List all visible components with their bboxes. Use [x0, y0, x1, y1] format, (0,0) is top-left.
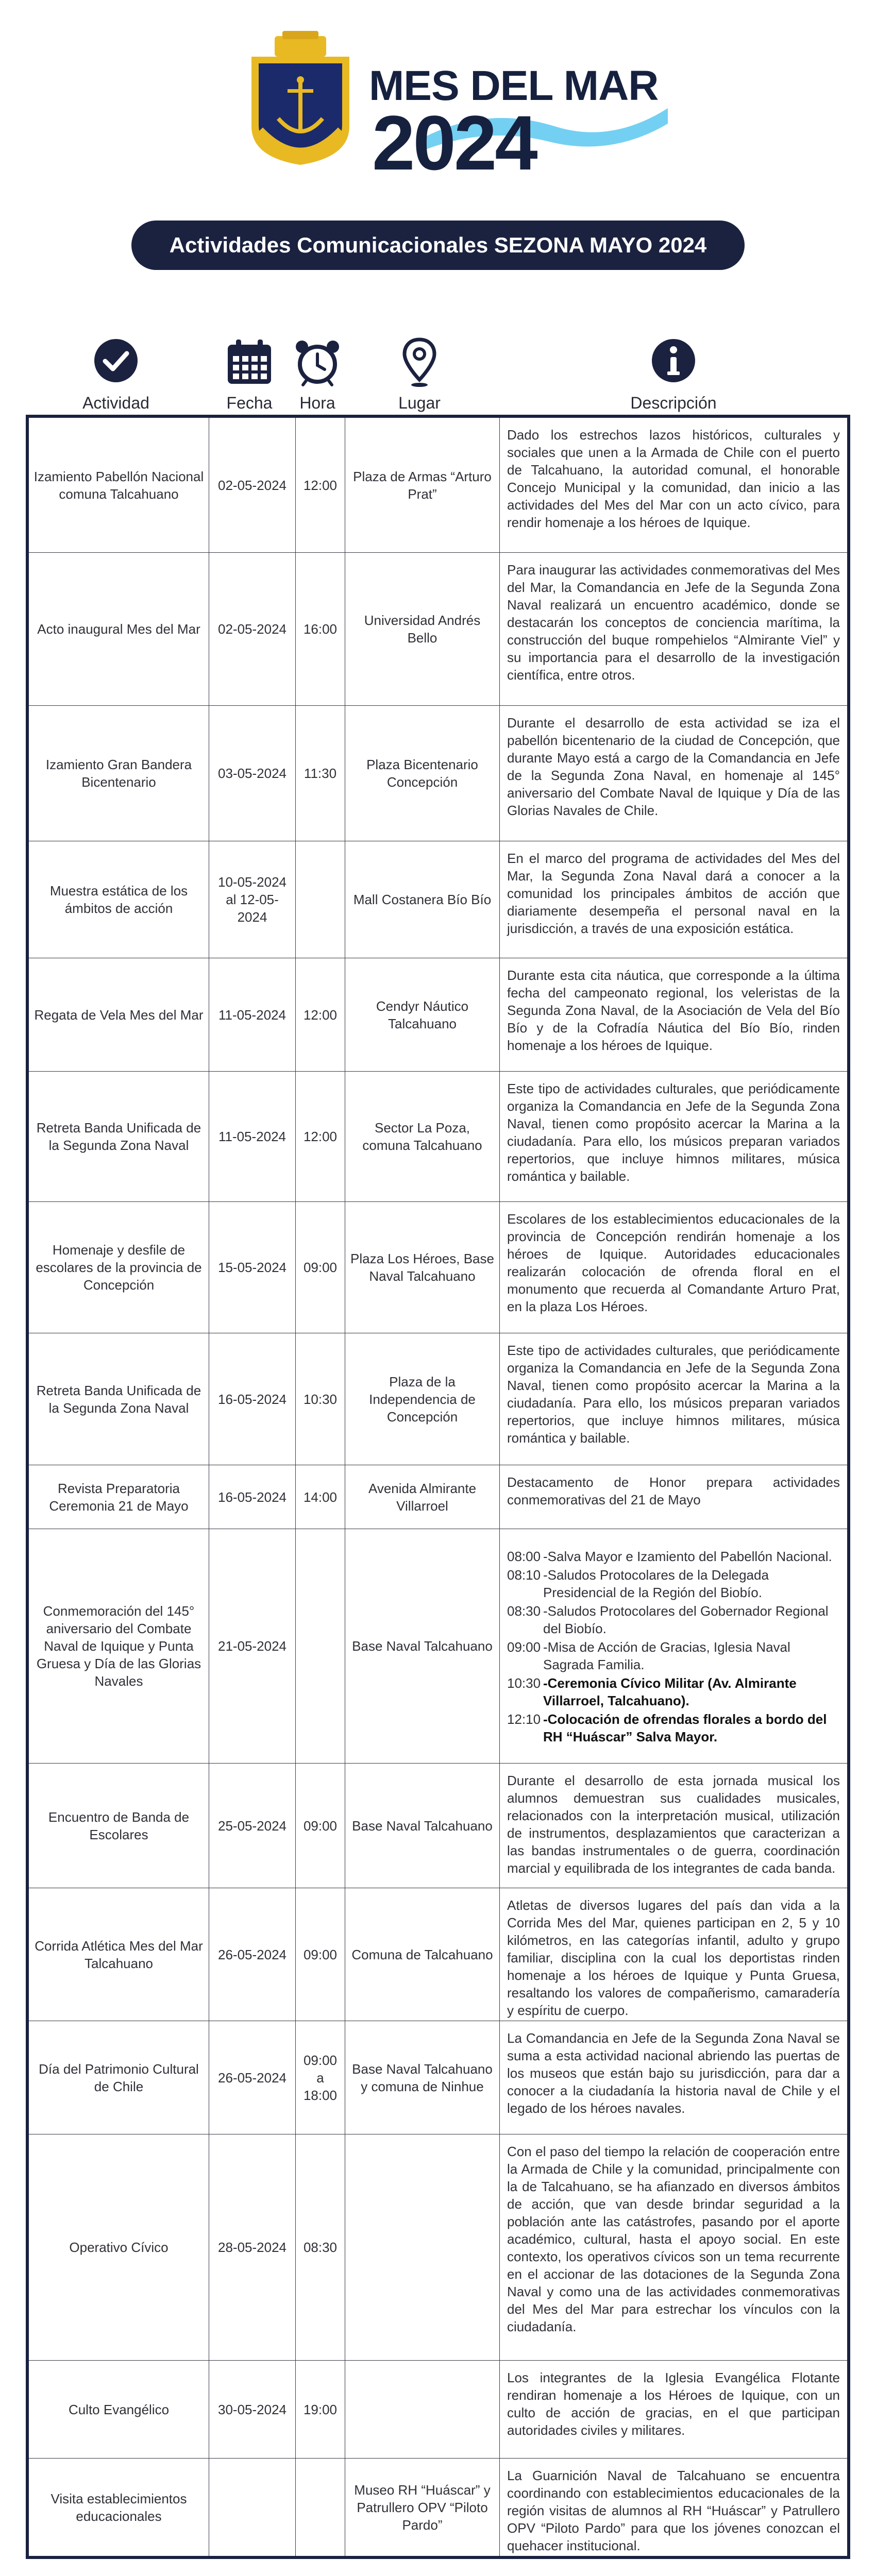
column-label: Descripción — [630, 394, 717, 412]
location-pin-icon — [401, 337, 437, 389]
column-descripcion — [497, 330, 850, 415]
schedule-text: -Salva Mayor e Izamiento del Pabellón Nacional. — [543, 1549, 832, 1564]
cell-lugar: Base Naval Talcahuano — [345, 1764, 500, 1888]
table-row — [29, 553, 847, 706]
cell-lugar: Mall Costanera Bío Bío — [345, 841, 500, 958]
cell-actividad: Izamiento Pabellón Nacional comuna Talcahuano — [29, 418, 209, 552]
cell-hora: 11:30 — [296, 706, 345, 841]
cell-fecha: 02-05-2024 — [209, 418, 296, 552]
table-row — [29, 1529, 847, 1764]
cell-lugar — [345, 2361, 500, 2458]
cell-hora: 16:00 — [296, 553, 345, 705]
column-lugar — [342, 330, 497, 415]
cell-actividad: Visita establecimientos educacionales — [29, 2459, 209, 2556]
info-icon — [650, 337, 697, 384]
cell-descripcion: La Comandancia en Jefe de la Segunda Zona Naval se suma a esta actividad nacional abriendo las puertas de los museos que están bajo su jurisdicción, para dar a conocer a la ciudadanía la historia naval de Chile y el legado de los héroes navales. — [507, 2030, 840, 2116]
table-row — [29, 2134, 847, 2361]
schedule-time: 12:10 — [507, 1711, 541, 1727]
column-label: Lugar — [398, 394, 441, 412]
cell-actividad: Operativo Cívico — [29, 2134, 209, 2360]
cell-descripcion: Con el paso del tiempo la relación de cooperación entre la Armada de Chile y la comunidad, principalmente con la de Talcahuano, se ha afianzado en diversos ámbitos de acción, que van desde brindar seguridad a la población ante las catástrofes, pasando por el aporte académico, cultural, hasta el apoyo social. En este contexto, los operativos cívicos son un tema recurrente en el accionar de las dotaciones de la Segunda Zona Naval y como una de las actividades conmemorativas del Mes del Mar para estrechar los vínculos con la ciudadanía. — [507, 2144, 840, 2334]
table-row — [29, 2361, 847, 2459]
table-row — [29, 1202, 847, 1333]
cell-fecha: 16-05-2024 — [209, 1465, 296, 1529]
cell-hora: 09:00 — [296, 1764, 345, 1888]
table-row — [29, 1764, 847, 1888]
cell-fecha: 28-05-2024 — [209, 2134, 296, 2360]
calendar-icon — [225, 337, 274, 387]
cell-actividad: Encuentro de Banda de Escolares — [29, 1764, 209, 1888]
table-row — [29, 958, 847, 1072]
cell-fecha: 16-05-2024 — [209, 1333, 296, 1465]
table-row — [29, 418, 847, 553]
cell-lugar: Plaza de Armas “Arturo Prat” — [345, 418, 500, 552]
cell-descripcion — [500, 1529, 847, 1763]
armada-de-chile-badge-logo — [246, 28, 355, 166]
cell-fecha: 11-05-2024 — [209, 1072, 296, 1201]
cell-descripcion: Este tipo de actividades culturales, que periódicamente organiza la Comandancia en Jefe de la Segunda Zona Naval, tienen como propósito acercar la Marina a la ciudadanía. Para ello, los músicos preparan variados repertorios, que incluye himnos militares, música romántica y bailable. — [507, 1343, 840, 1446]
cell-fecha: 03-05-2024 — [209, 706, 296, 841]
schedule-item — [507, 1710, 840, 1745]
cell-fecha: 02-05-2024 — [209, 553, 296, 705]
cell-hora: 09:00 — [296, 1888, 345, 2021]
check-circle-icon — [93, 337, 139, 384]
column-label: Actividad — [82, 394, 149, 412]
cell-hora: 12:00 — [296, 1072, 345, 1201]
mes-del-mar-title — [369, 62, 659, 186]
schedule-text: -Misa de Acción de Gracias, Iglesia Naval Sagrada Familia. — [543, 1639, 790, 1672]
cell-descripcion: Los integrantes de la Iglesia Evangélica Flotante rendiran homenaje a los Héroes de Iquique, con un culto de acción de gracias, en el que participan autoridades civiles y militares. — [507, 2370, 840, 2438]
cell-actividad: Muestra estática de los ámbitos de acción — [29, 841, 209, 958]
cell-lugar: Comuna de Talcahuano — [345, 1888, 500, 2021]
cell-lugar: Base Naval Talcahuano y comuna de Ninhue — [345, 2021, 500, 2134]
cell-fecha: 10-05-2024 al 12-05-2024 — [209, 841, 296, 958]
schedule-time: 09:00 — [507, 1639, 541, 1655]
cell-lugar: Museo RH “Huáscar” y Patrullero OPV “Piloto Pardo” — [345, 2459, 500, 2556]
cell-descripcion: La Guarnición Naval de Talcahuano se encuentra coordinando con establecimientos educacionales de la región visitas de alumnos al RH “Huáscar” y Patrullero OPV “Piloto Pardo” para que los jóvenes conozcan el quehacer institucional. — [507, 2468, 840, 2553]
cell-descripcion: Para inaugurar las actividades conmemorativas del Mes del Mar, la Comandancia en Jefe de la Segunda Zona Naval realizará un encuentro académico, donde se destacarán los conceptos de conciencia marítima, la construcción del buque rompehielos “Almirante Viel” y su importancia para el desarrollo de la investigación científica, entre otros. — [507, 562, 840, 683]
title-year: 2024 — [372, 99, 536, 186]
column-headers — [26, 330, 850, 415]
column-label: Fecha — [226, 394, 273, 412]
column-hora — [293, 330, 342, 415]
table-row — [29, 841, 847, 958]
cell-fecha — [209, 2459, 296, 2556]
cell-lugar: Plaza de la Independencia de Concepción — [345, 1333, 500, 1465]
schedule-time: 10:30 — [507, 1675, 541, 1691]
schedule-item — [507, 1566, 840, 1601]
table-row — [29, 1333, 847, 1465]
cell-descripcion: Dado los estrechos lazos históricos, culturales y sociales que unen a la Armada de Chile con el puerto de Talcahuano, la autoridad comunal, el honorable Concejo Municipal y la comunidad, dan inicio a las actividades del Mes del Mar con un acto cívico, para rendir homenaje a los héroes de Iquique. — [507, 427, 840, 530]
column-fecha — [206, 330, 293, 415]
schedule-item — [507, 1674, 840, 1709]
cell-hora — [296, 2459, 345, 2556]
table-row — [29, 1888, 847, 2021]
table-row — [29, 2459, 847, 2556]
title-line1: MES DEL MAR — [369, 62, 659, 109]
cell-lugar: Universidad Andrés Bello — [345, 553, 500, 705]
cell-actividad: Homenaje y desfile de escolares de la provincia de Concepción — [29, 1202, 209, 1333]
cell-actividad: Regata de Vela Mes del Mar — [29, 958, 209, 1071]
cell-hora: 09:00 a 18:00 — [296, 2021, 345, 2134]
schedule-list — [507, 1548, 840, 1747]
cell-fecha: 30-05-2024 — [209, 2361, 296, 2458]
cell-actividad: Conmemoración del 145° aniversario del Combate Naval de Iquique y Punta Gruesa y Día de las Glorias Navales — [29, 1529, 209, 1763]
subtitle-banner: Actividades Comunicacionales SEZONA MAYO 2024 — [131, 221, 745, 270]
cell-lugar: Cendyr Náutico Talcahuano — [345, 958, 500, 1071]
cell-lugar: Plaza Bicentenario Concepción — [345, 706, 500, 841]
cell-fecha: 25-05-2024 — [209, 1764, 296, 1888]
cell-descripcion: Este tipo de actividades culturales, que periódicamente organiza la Comandancia en Jefe de la Segunda Zona Naval, tienen como propósito acercar la Marina a la ciudadanía. Para ello, los músicos preparan variados repertorios, que incluye himnos militares, música romántica y bailable. — [507, 1081, 840, 1184]
alarm-clock-icon — [293, 337, 342, 387]
cell-actividad: Culto Evangélico — [29, 2361, 209, 2458]
cell-actividad: Corrida Atlética Mes del Mar Talcahuano — [29, 1888, 209, 2021]
cell-hora: 09:00 — [296, 1202, 345, 1333]
cell-hora — [296, 841, 345, 958]
cell-actividad: Retreta Banda Unificada de la Segunda Zona Naval — [29, 1072, 209, 1201]
schedule-item — [507, 1548, 840, 1565]
cell-hora: 19:00 — [296, 2361, 345, 2458]
cell-fecha: 21-05-2024 — [209, 1529, 296, 1763]
table-row — [29, 2021, 847, 2134]
cell-fecha: 26-05-2024 — [209, 2021, 296, 2134]
cell-fecha: 26-05-2024 — [209, 1888, 296, 2021]
schedule-text: -Saludos Protocolares del Gobernador Regional del Biobío. — [543, 1603, 829, 1636]
cell-descripcion: Escolares de los establecimientos educacionales de la provincia de Concepción rendirán homenaje a los héroes de Iquique. Autoridades educacionales realizarán colocación de ofrenda floral en el monumento que recuerda al Comandante Arturo Prat, en la plaza Los Héroes. — [507, 1211, 840, 1314]
cell-descripcion: Durante el desarrollo de esta jornada musical los alumnos demuestran sus cualidades musicales, relacionados con la interpretación musical, utilización de instrumentos, desplazamientos que caracterizan a las bandas instrumentales o de guerra, coordinación marcial y equilibrada de los integrantes de cada banda. — [507, 1773, 840, 1876]
cell-hora: 12:00 — [296, 418, 345, 552]
table-row — [29, 1465, 847, 1529]
cell-descripcion: Destacamento de Honor prepara actividades conmemorativas del 21 de Mayo — [507, 1475, 840, 1507]
cell-fecha: 15-05-2024 — [209, 1202, 296, 1333]
cell-hora: 12:00 — [296, 958, 345, 1071]
cell-actividad: Día del Patrimonio Cultural de Chile — [29, 2021, 209, 2134]
schedule-time: 08:00 — [507, 1549, 541, 1564]
cell-descripcion: En el marco del programa de actividades del Mes del Mar, la Segunda Zona Naval dará a conocer a la comunidad los principales ámbitos de acción que diariamente desempeña el personal naval en la jurisdicción, a través de una exposición estática. — [507, 851, 840, 936]
table-row — [29, 706, 847, 841]
cell-hora — [296, 1529, 345, 1763]
cell-lugar: Base Naval Talcahuano — [345, 1529, 500, 1763]
page-header — [0, 0, 876, 289]
cell-lugar: Avenida Almirante Villarroel — [345, 1465, 500, 1529]
schedule-text: -Colocación de ofrendas florales a bordo del RH “Huáscar” Salva Mayor. — [543, 1711, 827, 1744]
cell-fecha: 11-05-2024 — [209, 958, 296, 1071]
cell-hora: 10:30 — [296, 1333, 345, 1465]
cell-lugar — [345, 2134, 500, 2360]
cell-lugar: Plaza Los Héroes, Base Naval Talcahuano — [345, 1202, 500, 1333]
cell-hora: 08:30 — [296, 2134, 345, 2360]
schedule-item — [507, 1602, 840, 1637]
schedule-item — [507, 1638, 840, 1673]
cell-actividad: Izamiento Gran Bandera Bicentenario — [29, 706, 209, 841]
table-row — [29, 1072, 847, 1202]
cell-actividad: Revista Preparatoria Ceremonia 21 de Mayo — [29, 1465, 209, 1529]
cell-actividad: Acto inaugural Mes del Mar — [29, 553, 209, 705]
cell-descripcion: Durante el desarrollo de esta actividad se iza el pabellón bicentenario de la ciudad de Concepción, que durante Mayo está a cargo de la Comandancia en Jefe de la Segunda Zona Naval, en homenaje al 145° aniversario del Combate Naval de Iquique y Día de las Glorias Navales de Chile. — [507, 715, 840, 818]
schedule-text: -Ceremonia Cívico Militar (Av. Almirante Villarroel, Talcahuano). — [543, 1675, 797, 1708]
cell-descripcion: Atletas de diversos lugares del país dan vida a la Corrida Mes del Mar, quienes participan en 2, 5 y 10 kilómetros, en las categorías infantil, adulto y grupo familiar, disciplina con la cual los deportistas rinden homenaje a los héroes de Iquique y Punta Gruesa, resaltando los valores de compañerismo, camaradería y espíritu de cuerpo. — [507, 1897, 840, 2018]
column-label: Hora — [299, 394, 335, 412]
schedule-time: 08:10 — [507, 1567, 541, 1583]
cell-hora: 14:00 — [296, 1465, 345, 1529]
cell-lugar: Sector La Poza, comuna Talcahuano — [345, 1072, 500, 1201]
column-actividad — [26, 330, 206, 415]
cell-actividad: Retreta Banda Unificada de la Segunda Zona Naval — [29, 1333, 209, 1465]
schedule-time: 08:30 — [507, 1603, 541, 1619]
schedule-text: -Saludos Protocolares de la Delegada Presidencial de la Región del Biobío. — [543, 1567, 769, 1600]
cell-descripcion: Durante esta cita náutica, que corresponde a la última fecha del campeonato regional, los veleristas de la Segunda Zona Naval, de la Asociación de Vela del Bío Bío y de la Cofradía Náutica del Bío Bío, rinden homenaje a los héroes de Iquique. — [507, 968, 840, 1053]
